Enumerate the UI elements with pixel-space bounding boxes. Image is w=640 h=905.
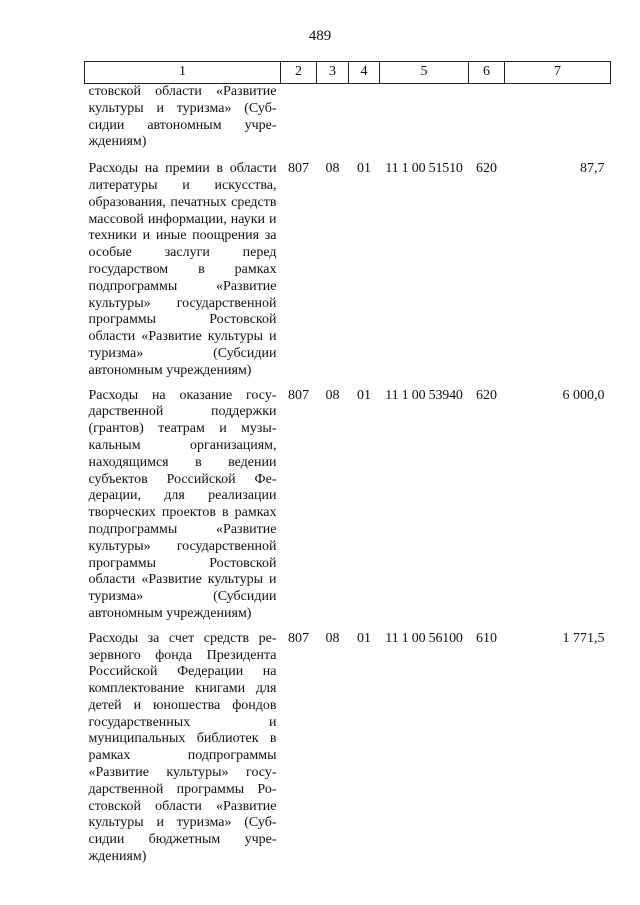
row-target-article: 11 1 00 53940 [385,387,463,403]
row-expense-type: 620 [476,387,497,403]
row-ministry-code: 807 [288,161,309,177]
budget-table [84,61,611,874]
table-row [85,631,611,874]
header-col-1: 1 [85,62,281,84]
row-subsection-code: 01 [357,161,371,177]
row-expense-type: 620 [476,161,497,177]
header-col-3: 3 [317,62,349,84]
row-section-code: 08 [325,630,340,646]
row-ministry-code: 807 [288,630,309,646]
continuation-description: стовской области «Развитие культуры и туризма» (Субсидии автономным учреждениям) [88,84,277,150]
row-amount: 87,7 [580,161,605,177]
row-subsection-code: 01 [357,387,371,403]
row-amount: 1 771,5 [562,630,605,646]
header-col-6: 6 [469,62,505,84]
row-description: Расходы за счет средств резервного фонда Президента Российской Федерации на комплектование книгами для детей и юношества фондов государственных и муниципальных библиотек в рамках подпрограммы «Развитие культуры» государственной программы Ростовской области «Развитие культуры и туризма» (Субсидии бюджетным учреждениям) [88,630,277,865]
header-col-4: 4 [349,62,380,84]
row-target-article: 11 1 00 51510 [385,161,463,177]
row-amount: 6 000,0 [562,387,605,403]
row-description: Расходы на оказание государственной поддержки (грантов) театрам и музыкальным организациям, находящимся в ведении субъектов Российской Федерации, для реализации творческих проектов в рамках подпрограммы «Развитие культуры» государственной программы Ростовской области «Развитие культуры и туризма» (Субсидии автономным учреждениям) [88,387,277,621]
table-header [85,62,611,84]
row-subsection-code: 01 [357,630,371,646]
continuation-row [85,84,611,162]
header-col-5: 5 [380,62,469,84]
header-col-7: 7 [505,62,611,84]
table-row [85,388,611,631]
page-number: 489 [308,28,332,44]
table-body [85,84,611,874]
row-section-code: 08 [325,161,340,177]
header-col-2: 2 [281,62,317,84]
row-expense-type: 610 [476,630,497,646]
row-ministry-code: 807 [288,387,309,403]
row-section-code: 08 [325,387,340,403]
row-description: Расходы на премии в области литературы и искусства, образования, печатных средств массовой информации, науки и техники и иные поощрения за особые заслуги перед государством в рамках подпрограммы «Развитие культуры» государственной программы Ростовской области «Развитие культуры и туризма» (Субсидии автономным учреждениям) [88,161,277,378]
header-row [85,62,611,84]
row-target-article: 11 1 00 56100 [385,630,463,646]
table-row [85,161,611,387]
